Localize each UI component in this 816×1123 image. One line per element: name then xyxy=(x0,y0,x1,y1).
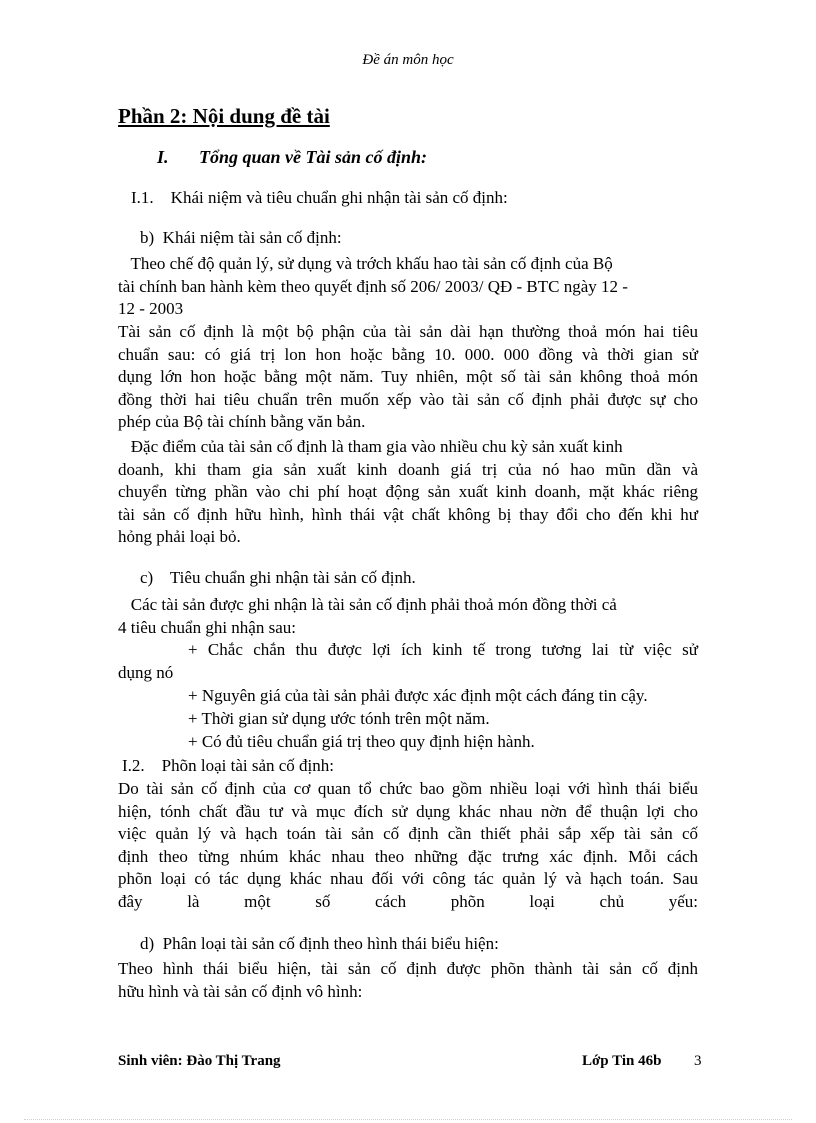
subheading-d: d) Phân loại tài sản cố định theo hình thái biểu hiện: xyxy=(140,934,499,953)
criteria-item-4: + Có đủ tiêu chuẩn giá trị theo quy định hiện hành. xyxy=(188,732,535,751)
text-line: tài chính ban hành kèm theo quyết định số 206/ 2003/ QĐ - BTC ngày 12 - xyxy=(118,276,628,296)
text-line: Theo chế độ quản lý, sử dụng và trớch khấu hao tài sản cố định của Bộ xyxy=(118,254,613,273)
paragraph-definition-intro xyxy=(118,253,698,321)
text-line: phõn loại có tác dụng khác nhau đối với công tác quản lý và hạch toán. Sau xyxy=(118,869,698,888)
subheading-c: c) Tiêu chuẩn ghi nhận tài sản cố định. xyxy=(140,568,416,587)
criteria-item-3: + Thời gian sử dụng ước tónh trên một năm. xyxy=(188,709,490,728)
text-line: hữu hình và tài sản cố định vô hình: xyxy=(118,981,363,1001)
subsection-1-2: I.2. Phõn loại tài sản cố định: xyxy=(122,756,335,775)
footer-student: Sinh viên: Đào Thị Trang xyxy=(118,1053,281,1069)
text-line: doanh, khi tham gia sản xuất kinh doanh giá trị của nó hao mũn dần và xyxy=(118,459,698,479)
text-line: 12 - 2003 xyxy=(118,299,184,318)
page-header: Đề án môn học xyxy=(362,52,454,68)
paragraph-definition xyxy=(118,321,698,434)
text-line: hỏng phải loại bỏ. xyxy=(118,527,241,546)
text-line: Tài sản cố định là một bộ phận của tài sản dài hạn thường thoả món hai tiêu xyxy=(118,322,698,341)
text-line: Các tài sản được ghi nhận là tài sản cố định phải thoả món đồng thời cả xyxy=(118,595,617,614)
text-line: Theo hình thái biểu hiện, tài sản cố định được phõn thành tài sản cố định xyxy=(118,959,698,978)
text-line: phép của Bộ tài chính bằng văn bản. xyxy=(118,412,366,431)
criteria-item-2: + Nguyên giá của tài sản phải được xác định một cách đáng tin cậy. xyxy=(188,686,648,705)
page-bottom-divider xyxy=(24,1119,792,1120)
text-line: hiện, tónh chất đầu tư và mục đích sử dụng khác nhau nờn để thuận lợi cho xyxy=(118,801,698,821)
part-title: Phần 2: Nội dung đề tài xyxy=(118,104,330,128)
criteria-item-1-cont: dụng nó xyxy=(118,663,174,682)
paragraph-form xyxy=(118,958,698,1003)
text-line: việc quản lý và hạch toán tài sản cố định cần thiết phải sắp xếp tài sản cố xyxy=(118,824,698,843)
text-line: Do tài sản cố định của cơ quan tổ chức bao gồm nhiều loại với hình thái biểu xyxy=(118,779,698,798)
text-line: Đặc điểm của tài sản cố định là tham gia vào nhiều chu kỳ sản xuất kinh xyxy=(118,437,623,456)
paragraph-characteristics xyxy=(118,436,698,549)
text-line: chuyển từng phần vào chi phí hoạt động sản xuất kinh doanh, mặt khác riêng xyxy=(118,482,698,501)
section-number: I. xyxy=(157,147,169,167)
text-line: + Chắc chắn thu được lợi ích kinh tế trong tương lai từ việc sử xyxy=(188,640,698,659)
text-line: đây là một số cách phõn loại chủ yếu: xyxy=(118,891,698,911)
subsection-1-1: I.1. Khái niệm và tiêu chuẩn ghi nhận tài sản cố định: xyxy=(131,188,508,207)
text-line: 4 tiêu chuẩn ghi nhận sau: xyxy=(118,617,296,637)
footer-class: Lớp Tin 46b xyxy=(582,1053,662,1069)
text-line: đồng thời hai tiêu chuẩn trên muốn xếp vào tài sản cố định phải được sự cho xyxy=(118,389,698,409)
section-heading xyxy=(157,147,427,168)
paragraph-criteria-intro xyxy=(118,594,698,639)
text-line: dụng lớn hon hoặc bằng một năm. Tuy nhiên, một số tài sản không thoả món xyxy=(118,367,698,386)
paragraph-classification xyxy=(118,778,698,913)
text-line: chuẩn sau: có giá trị lon hon hoặc bằng 10. 000. 000 đồng và thời gian sử xyxy=(118,344,698,364)
page-number: 3 xyxy=(694,1053,702,1069)
text-line: định theo từng nhúm khác nhau theo những đặc trưng xác định. Mỗi cách xyxy=(118,846,698,866)
criteria-item-1 xyxy=(188,640,698,663)
section-title: Tổng quan về Tài sản cố định: xyxy=(199,147,428,167)
text-line: tài sản cố định hữu hình, hình thái vật chất không bị thay đổi cho đến khi hư xyxy=(118,504,698,524)
subheading-b: b) Khái niệm tài sản cố định: xyxy=(140,228,342,247)
